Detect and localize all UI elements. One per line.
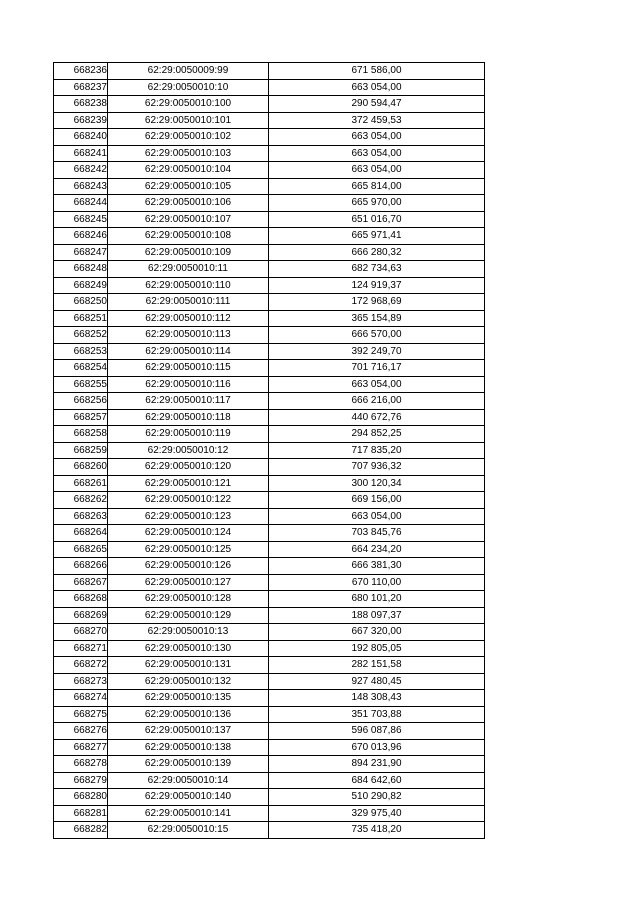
table-row xyxy=(54,475,485,492)
value-cell: 735 418,20 xyxy=(269,822,485,839)
row-id-cell: 668281 xyxy=(54,805,108,822)
value-cell: 665 971,41 xyxy=(269,228,485,245)
row-id-cell: 668260 xyxy=(54,459,108,476)
cadastral-number-cell: 62:29:0050010:130 xyxy=(108,640,269,657)
table-row xyxy=(54,409,485,426)
table-row xyxy=(54,310,485,327)
value-cell: 701 716,17 xyxy=(269,360,485,377)
table-row xyxy=(54,343,485,360)
row-id-cell: 668257 xyxy=(54,409,108,426)
row-id-cell: 668261 xyxy=(54,475,108,492)
cadastral-number-cell: 62:29:0050010:128 xyxy=(108,591,269,608)
cadastral-number-cell: 62:29:0050010:13 xyxy=(108,624,269,641)
value-cell: 894 231,90 xyxy=(269,756,485,773)
table-row xyxy=(54,195,485,212)
value-cell: 666 570,00 xyxy=(269,327,485,344)
cadastral-value-table xyxy=(53,62,485,839)
table-row xyxy=(54,96,485,113)
value-cell: 670 110,00 xyxy=(269,574,485,591)
row-id-cell: 668266 xyxy=(54,558,108,575)
cadastral-number-cell: 62:29:0050010:123 xyxy=(108,508,269,525)
cadastral-number-cell: 62:29:0050010:124 xyxy=(108,525,269,542)
value-cell: 124 919,37 xyxy=(269,277,485,294)
table-body xyxy=(54,63,485,839)
table-row xyxy=(54,805,485,822)
table-row xyxy=(54,277,485,294)
row-id-cell: 668239 xyxy=(54,112,108,129)
table-row xyxy=(54,112,485,129)
value-cell: 351 703,88 xyxy=(269,706,485,723)
cadastral-number-cell: 62:29:0050010:117 xyxy=(108,393,269,410)
table-row xyxy=(54,459,485,476)
value-cell: 300 120,34 xyxy=(269,475,485,492)
value-cell: 172 968,69 xyxy=(269,294,485,311)
value-cell: 392 249,70 xyxy=(269,343,485,360)
cadastral-number-cell: 62:29:0050010:119 xyxy=(108,426,269,443)
value-cell: 663 054,00 xyxy=(269,79,485,96)
table-row xyxy=(54,822,485,839)
value-cell: 440 672,76 xyxy=(269,409,485,426)
row-id-cell: 668258 xyxy=(54,426,108,443)
cadastral-number-cell: 62:29:0050010:125 xyxy=(108,541,269,558)
table-row xyxy=(54,244,485,261)
cadastral-number-cell: 62:29:0050010:131 xyxy=(108,657,269,674)
row-id-cell: 668252 xyxy=(54,327,108,344)
table-row xyxy=(54,376,485,393)
table-row xyxy=(54,624,485,641)
row-id-cell: 668250 xyxy=(54,294,108,311)
table-row xyxy=(54,145,485,162)
cadastral-number-cell: 62:29:0050010:118 xyxy=(108,409,269,426)
row-id-cell: 668245 xyxy=(54,211,108,228)
cadastral-number-cell: 62:29:0050010:129 xyxy=(108,607,269,624)
row-id-cell: 668240 xyxy=(54,129,108,146)
value-cell: 372 459,53 xyxy=(269,112,485,129)
table-row xyxy=(54,178,485,195)
row-id-cell: 668267 xyxy=(54,574,108,591)
value-cell: 671 586,00 xyxy=(269,63,485,80)
cadastral-number-cell: 62:29:0050010:121 xyxy=(108,475,269,492)
row-id-cell: 668238 xyxy=(54,96,108,113)
row-id-cell: 668255 xyxy=(54,376,108,393)
cadastral-number-cell: 62:29:0050010:132 xyxy=(108,673,269,690)
table-row xyxy=(54,360,485,377)
row-id-cell: 668249 xyxy=(54,277,108,294)
value-cell: 596 087,86 xyxy=(269,723,485,740)
row-id-cell: 668247 xyxy=(54,244,108,261)
cadastral-number-cell: 62:29:0050010:15 xyxy=(108,822,269,839)
table-row xyxy=(54,162,485,179)
row-id-cell: 668259 xyxy=(54,442,108,459)
cadastral-number-cell: 62:29:0050010:113 xyxy=(108,327,269,344)
cadastral-number-cell: 62:29:0050010:136 xyxy=(108,706,269,723)
table-row xyxy=(54,789,485,806)
table-row xyxy=(54,756,485,773)
value-cell: 682 734,63 xyxy=(269,261,485,278)
row-id-cell: 668274 xyxy=(54,690,108,707)
value-cell: 148 308,43 xyxy=(269,690,485,707)
row-id-cell: 668253 xyxy=(54,343,108,360)
value-cell: 651 016,70 xyxy=(269,211,485,228)
value-cell: 663 054,00 xyxy=(269,376,485,393)
value-cell: 663 054,00 xyxy=(269,508,485,525)
table-row xyxy=(54,673,485,690)
value-cell: 666 381,30 xyxy=(269,558,485,575)
row-id-cell: 668248 xyxy=(54,261,108,278)
row-id-cell: 668278 xyxy=(54,756,108,773)
value-cell: 680 101,20 xyxy=(269,591,485,608)
row-id-cell: 668276 xyxy=(54,723,108,740)
row-id-cell: 668264 xyxy=(54,525,108,542)
row-id-cell: 668269 xyxy=(54,607,108,624)
table-row xyxy=(54,129,485,146)
row-id-cell: 668241 xyxy=(54,145,108,162)
cadastral-number-cell: 62:29:0050010:138 xyxy=(108,739,269,756)
value-cell: 669 156,00 xyxy=(269,492,485,509)
row-id-cell: 668251 xyxy=(54,310,108,327)
table-row xyxy=(54,79,485,96)
row-id-cell: 668262 xyxy=(54,492,108,509)
cadastral-number-cell: 62:29:0050010:111 xyxy=(108,294,269,311)
value-cell: 294 852,25 xyxy=(269,426,485,443)
table-row xyxy=(54,591,485,608)
cadastral-number-cell: 62:29:0050010:100 xyxy=(108,96,269,113)
table-row xyxy=(54,640,485,657)
cadastral-number-cell: 62:29:0050010:112 xyxy=(108,310,269,327)
value-cell: 663 054,00 xyxy=(269,129,485,146)
cadastral-number-cell: 62:29:0050010:14 xyxy=(108,772,269,789)
row-id-cell: 668244 xyxy=(54,195,108,212)
row-id-cell: 668273 xyxy=(54,673,108,690)
row-id-cell: 668279 xyxy=(54,772,108,789)
cadastral-number-cell: 62:29:0050010:140 xyxy=(108,789,269,806)
table-row xyxy=(54,327,485,344)
row-id-cell: 668265 xyxy=(54,541,108,558)
table-row xyxy=(54,228,485,245)
value-cell: 665 970,00 xyxy=(269,195,485,212)
value-cell: 703 845,76 xyxy=(269,525,485,542)
value-cell: 664 234,20 xyxy=(269,541,485,558)
value-cell: 665 814,00 xyxy=(269,178,485,195)
value-cell: 667 320,00 xyxy=(269,624,485,641)
value-cell: 290 594,47 xyxy=(269,96,485,113)
table-row xyxy=(54,574,485,591)
cadastral-number-cell: 62:29:0050010:107 xyxy=(108,211,269,228)
table-row xyxy=(54,706,485,723)
row-id-cell: 668271 xyxy=(54,640,108,657)
table-row xyxy=(54,393,485,410)
table-row xyxy=(54,607,485,624)
table-row xyxy=(54,442,485,459)
cadastral-number-cell: 62:29:0050010:135 xyxy=(108,690,269,707)
row-id-cell: 668277 xyxy=(54,739,108,756)
value-cell: 329 975,40 xyxy=(269,805,485,822)
row-id-cell: 668256 xyxy=(54,393,108,410)
table-row xyxy=(54,657,485,674)
cadastral-number-cell: 62:29:0050010:137 xyxy=(108,723,269,740)
value-cell: 670 013,96 xyxy=(269,739,485,756)
table-row xyxy=(54,772,485,789)
row-id-cell: 668270 xyxy=(54,624,108,641)
table-row xyxy=(54,261,485,278)
row-id-cell: 668280 xyxy=(54,789,108,806)
cadastral-number-cell: 62:29:0050010:116 xyxy=(108,376,269,393)
cadastral-number-cell: 62:29:0050010:110 xyxy=(108,277,269,294)
table-row xyxy=(54,492,485,509)
cadastral-number-cell: 62:29:0050010:10 xyxy=(108,79,269,96)
table-row xyxy=(54,723,485,740)
row-id-cell: 668275 xyxy=(54,706,108,723)
value-cell: 666 280,32 xyxy=(269,244,485,261)
value-cell: 510 290,82 xyxy=(269,789,485,806)
table-row xyxy=(54,690,485,707)
value-cell: 707 936,32 xyxy=(269,459,485,476)
value-cell: 282 151,58 xyxy=(269,657,485,674)
row-id-cell: 668282 xyxy=(54,822,108,839)
row-id-cell: 668272 xyxy=(54,657,108,674)
table-row xyxy=(54,541,485,558)
cadastral-number-cell: 62:29:0050010:103 xyxy=(108,145,269,162)
row-id-cell: 668237 xyxy=(54,79,108,96)
cadastral-number-cell: 62:29:0050010:105 xyxy=(108,178,269,195)
cadastral-number-cell: 62:29:0050010:139 xyxy=(108,756,269,773)
cadastral-number-cell: 62:29:0050010:126 xyxy=(108,558,269,575)
table-row xyxy=(54,558,485,575)
value-cell: 192 805,05 xyxy=(269,640,485,657)
table-row xyxy=(54,739,485,756)
cadastral-number-cell: 62:29:0050010:141 xyxy=(108,805,269,822)
table-row xyxy=(54,294,485,311)
row-id-cell: 668263 xyxy=(54,508,108,525)
table-row xyxy=(54,525,485,542)
value-cell: 666 216,00 xyxy=(269,393,485,410)
value-cell: 663 054,00 xyxy=(269,162,485,179)
value-cell: 717 835,20 xyxy=(269,442,485,459)
row-id-cell: 668254 xyxy=(54,360,108,377)
cadastral-number-cell: 62:29:0050010:11 xyxy=(108,261,269,278)
cadastral-number-cell: 62:29:0050010:114 xyxy=(108,343,269,360)
cadastral-number-cell: 62:29:0050010:115 xyxy=(108,360,269,377)
row-id-cell: 668236 xyxy=(54,63,108,80)
table-row xyxy=(54,211,485,228)
cadastral-number-cell: 62:29:0050010:120 xyxy=(108,459,269,476)
cadastral-number-cell: 62:29:0050010:102 xyxy=(108,129,269,146)
row-id-cell: 668246 xyxy=(54,228,108,245)
cadastral-number-cell: 62:29:0050010:12 xyxy=(108,442,269,459)
row-id-cell: 668243 xyxy=(54,178,108,195)
cadastral-number-cell: 62:29:0050010:108 xyxy=(108,228,269,245)
cadastral-number-cell: 62:29:0050010:127 xyxy=(108,574,269,591)
cadastral-number-cell: 62:29:0050010:101 xyxy=(108,112,269,129)
cadastral-number-cell: 62:29:0050010:122 xyxy=(108,492,269,509)
value-cell: 365 154,89 xyxy=(269,310,485,327)
value-cell: 188 097,37 xyxy=(269,607,485,624)
cadastral-number-cell: 62:29:0050010:106 xyxy=(108,195,269,212)
table-row xyxy=(54,426,485,443)
row-id-cell: 668242 xyxy=(54,162,108,179)
table-row xyxy=(54,63,485,80)
value-cell: 927 480,45 xyxy=(269,673,485,690)
cadastral-number-cell: 62:29:0050009:99 xyxy=(108,63,269,80)
cadastral-number-cell: 62:29:0050010:109 xyxy=(108,244,269,261)
value-cell: 684 642,60 xyxy=(269,772,485,789)
value-cell: 663 054,00 xyxy=(269,145,485,162)
row-id-cell: 668268 xyxy=(54,591,108,608)
table-row xyxy=(54,508,485,525)
cadastral-number-cell: 62:29:0050010:104 xyxy=(108,162,269,179)
